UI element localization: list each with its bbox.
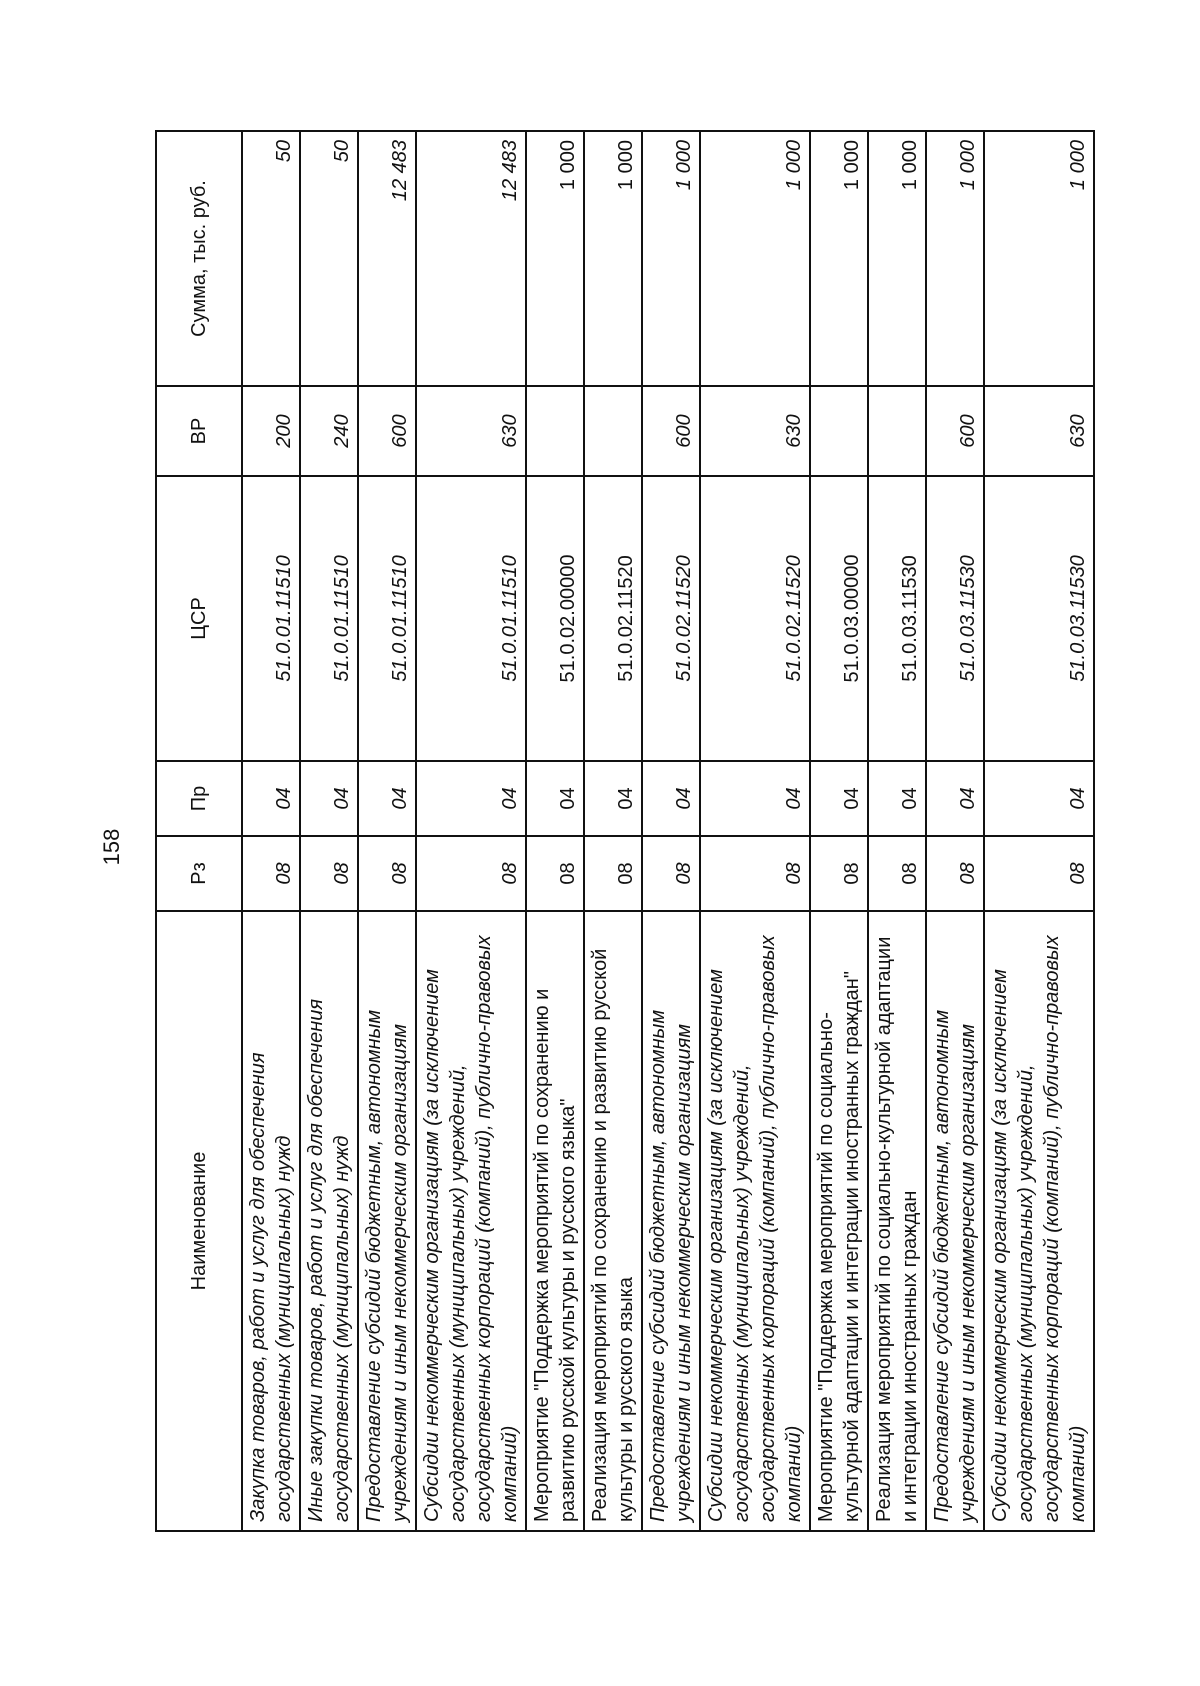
cell-rz: 08 [926, 836, 984, 911]
table-row [358, 131, 416, 1531]
cell-rz: 08 [642, 836, 700, 911]
cell-name: Мероприятие "Поддержка мероприятий по социально-культурной адаптации и интеграции иностранных граждан" [810, 911, 868, 1531]
cell-csr: 51.0.01.11510 [358, 476, 416, 761]
cell-name: Предоставление субсидий бюджетным, автономным учреждениям и иным некоммерческим организациям [358, 911, 416, 1531]
table-row [642, 131, 700, 1531]
cell-pr: 04 [584, 761, 642, 836]
cell-csr: 51.0.01.11510 [300, 476, 358, 761]
cell-sum: 1 000 [584, 131, 642, 386]
cell-vr: 600 [642, 386, 700, 476]
cell-pr: 04 [810, 761, 868, 836]
table-row [810, 131, 868, 1531]
table-row [984, 131, 1094, 1531]
cell-csr: 51.0.02.11520 [700, 476, 810, 761]
cell-vr: 630 [984, 386, 1094, 476]
cell-pr: 04 [242, 761, 300, 836]
cell-name: Субсидии некоммерческим организациям (за исключением государственных (муниципальных) учреждений, государственных корпораций (компаний), публично-правовых компаний) [416, 911, 526, 1531]
table-row [416, 131, 526, 1531]
cell-pr: 04 [416, 761, 526, 836]
cell-sum: 1 000 [984, 131, 1094, 386]
cell-vr [526, 386, 584, 476]
table-row [700, 131, 810, 1531]
cell-rz: 08 [868, 836, 926, 911]
cell-sum: 50 [300, 131, 358, 386]
cell-name: Субсидии некоммерческим организациям (за исключением государственных (муниципальных) учреждений, государственных корпораций (компаний), публично-правовых компаний) [984, 911, 1094, 1531]
cell-vr [584, 386, 642, 476]
cell-pr: 04 [300, 761, 358, 836]
cell-pr: 04 [358, 761, 416, 836]
cell-rz: 08 [358, 836, 416, 911]
cell-sum: 50 [242, 131, 300, 386]
header-name: Наименование [156, 911, 242, 1531]
cell-pr: 04 [642, 761, 700, 836]
header-vr: ВР [156, 386, 242, 476]
cell-vr: 600 [926, 386, 984, 476]
table-row [926, 131, 984, 1531]
cell-csr: 51.0.02.00000 [526, 476, 584, 761]
cell-name: Закупка товаров, работ и услуг для обеспечения государственных (муниципальных) нужд [242, 911, 300, 1531]
header-sum: Сумма, тыс. руб. [156, 131, 242, 386]
cell-name: Предоставление субсидий бюджетным, автономным учреждениям и иным некоммерческим организациям [642, 911, 700, 1531]
cell-sum: 1 000 [700, 131, 810, 386]
cell-sum: 1 000 [526, 131, 584, 386]
header-pr: Пр [156, 761, 242, 836]
cell-sum: 12 483 [416, 131, 526, 386]
cell-pr: 04 [526, 761, 584, 836]
cell-vr: 200 [242, 386, 300, 476]
cell-name: Реализация мероприятий по сохранению и развитию русской культуры и русского языка [584, 911, 642, 1531]
table-row [584, 131, 642, 1531]
cell-name: Субсидии некоммерческим организациям (за исключением государственных (муниципальных) учреждений, государственных корпораций (компаний), публично-правовых компаний) [700, 911, 810, 1531]
cell-rz: 08 [700, 836, 810, 911]
cell-vr [810, 386, 868, 476]
budget-table [155, 130, 1095, 1532]
cell-csr: 51.0.01.11510 [242, 476, 300, 761]
cell-vr: 630 [416, 386, 526, 476]
cell-pr: 04 [700, 761, 810, 836]
header-rz: Рз [156, 836, 242, 911]
cell-name: Предоставление субсидий бюджетным, автономным учреждениям и иным некоммерческим организациям [926, 911, 984, 1531]
cell-name: Мероприятие "Поддержка мероприятий по сохранению и развитию русской культуры и русского языка" [526, 911, 584, 1531]
cell-pr: 04 [984, 761, 1094, 836]
cell-csr: 51.0.02.11520 [642, 476, 700, 761]
table-header-row [156, 131, 242, 1531]
cell-vr: 600 [358, 386, 416, 476]
table-row [526, 131, 584, 1531]
cell-csr: 51.0.02.11520 [584, 476, 642, 761]
cell-vr [868, 386, 926, 476]
header-csr: ЦСР [156, 476, 242, 761]
cell-vr: 630 [700, 386, 810, 476]
cell-name: Иные закупки товаров, работ и услуг для обеспечения государственных (муниципальных) нужд [300, 911, 358, 1531]
cell-sum: 1 000 [868, 131, 926, 386]
cell-name: Реализация мероприятий по социально-культурной адаптации и интеграции иностранных граждан [868, 911, 926, 1531]
cell-csr: 51.0.03.11530 [926, 476, 984, 761]
cell-pr: 04 [868, 761, 926, 836]
cell-csr: 51.0.03.00000 [810, 476, 868, 761]
table-row [868, 131, 926, 1531]
cell-rz: 08 [300, 836, 358, 911]
cell-sum: 1 000 [810, 131, 868, 386]
cell-rz: 08 [810, 836, 868, 911]
cell-rz: 08 [526, 836, 584, 911]
cell-csr: 51.0.03.11530 [868, 476, 926, 761]
cell-rz: 08 [416, 836, 526, 911]
cell-csr: 51.0.01.11510 [416, 476, 526, 761]
cell-sum: 12 483 [358, 131, 416, 386]
cell-rz: 08 [242, 836, 300, 911]
cell-sum: 1 000 [926, 131, 984, 386]
cell-rz: 08 [984, 836, 1094, 911]
page-number: 158 [99, 828, 124, 866]
table-row [242, 131, 300, 1531]
cell-rz: 08 [584, 836, 642, 911]
cell-pr: 04 [926, 761, 984, 836]
cell-sum: 1 000 [642, 131, 700, 386]
cell-csr: 51.0.03.11530 [984, 476, 1094, 761]
cell-vr: 240 [300, 386, 358, 476]
table-row [300, 131, 358, 1531]
budget-table-container [155, 132, 1089, 1532]
